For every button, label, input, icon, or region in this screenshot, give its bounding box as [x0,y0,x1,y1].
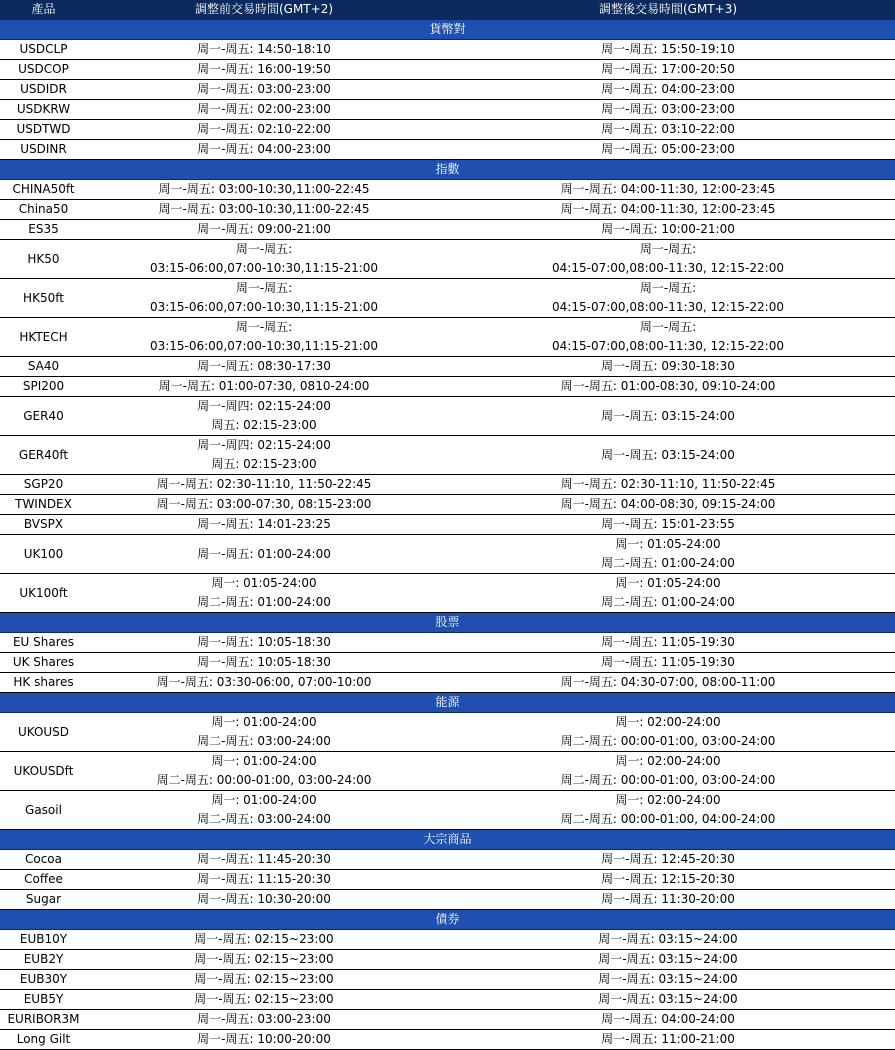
before-hours-line: 周一-周五: 03:00-10:30,11:00-22:45 [158,182,370,196]
before-hours-cell [87,850,441,870]
before-hours-line: 周一-周五: 14:50-18:10 [197,42,331,56]
after-hours-cell [441,850,895,870]
before-hours-line: 周二-周五: 03:00-24:00 [197,812,331,826]
before-hours-line: 周五: 02:15-23:00 [211,457,317,471]
before-hours-line: 周二-周五: 00:00-01:00, 03:00-24:00 [156,773,372,787]
before-hours-cell [87,713,441,752]
table-header-row [0,0,895,20]
after-hours-line: 周一: 02:00-24:00 [615,715,721,729]
product-cell: EU Shares [0,633,87,653]
after-hours-line: 周一-周五: 01:00-08:30, 09:10-24:00 [560,379,776,393]
after-hours-line: 周一-周五: 04:00-11:30, 12:00-23:45 [560,202,776,216]
table-row [0,200,895,220]
after-hours-cell [441,791,895,830]
after-hours-line: 周二-周五: 00:00-01:00, 03:00-24:00 [560,734,776,748]
before-hours-line: 周一-周五: 10:05-18:30 [197,655,331,669]
after-hours-cell [441,752,895,791]
table-row [0,397,895,436]
after-hours-line: 周一-周五: 03:15-24:00 [601,447,735,462]
product-cell: UK100ft [0,574,87,613]
header-before: 調整前交易時間(GMT+2) [87,0,441,20]
table-row [0,357,895,377]
after-hours-line: 周二-周五: 01:00-24:00 [601,556,735,570]
product-cell: TWINDEX [0,495,87,515]
product-cell: Cocoa [0,850,87,870]
table-row [0,930,895,950]
product-cell: UKOUSDft [0,752,87,791]
before-hours-line: 周一-周五: 10:30-20:00 [197,892,331,906]
before-hours-line: 周二-周五: 01:00-24:00 [197,595,331,609]
table-row [0,890,895,910]
before-hours-cell [87,180,441,200]
before-hours-line: 周一: 01:00-24:00 [211,793,317,807]
after-hours-cell [441,279,895,318]
after-hours-cell [441,950,895,970]
before-hours-cell [87,1030,441,1050]
after-hours-cell [441,495,895,515]
product-cell: HK50ft [0,279,87,318]
after-hours-line: 周一-周五: 11:00-21:00 [601,1032,735,1046]
before-hours-line: 周一-周五: 02:15~23:00 [194,972,334,986]
after-hours-cell [441,713,895,752]
after-hours-cell [441,318,895,357]
product-cell: Sugar [0,890,87,910]
after-hours-line: 周一-周五: 03:15-24:00 [601,408,735,423]
before-hours-cell [87,791,441,830]
after-hours-cell [441,200,895,220]
after-hours-cell [441,377,895,397]
product-cell: SPI200 [0,377,87,397]
after-hours-cell [441,535,895,574]
before-hours-cell [87,220,441,240]
after-hours-line: 周一-周五: 10:00-21:00 [601,222,735,236]
table-row [0,180,895,200]
after-hours-line: 周一-周五: 05:00-23:00 [601,142,735,156]
after-hours-cell [441,930,895,950]
before-hours-line: 周一-周五: 01:00-07:30, 0810-24:00 [158,379,370,393]
table-row [0,140,895,160]
product-cell: UK100 [0,535,87,574]
after-hours-cell [441,120,895,140]
product-cell: EUB5Y [0,990,87,1010]
product-cell: USDINR [0,140,87,160]
product-cell: SGP20 [0,475,87,495]
before-hours-line: 周一-周五: 08:30-17:30 [197,359,331,373]
header-after: 調整後交易時間(GMT+3) [441,0,895,20]
table-row [0,713,895,752]
product-cell: EURIBOR3M [0,1010,87,1030]
before-hours-cell [87,436,441,475]
after-hours-line: 周一-周五: 04:30-07:00, 08:00-11:00 [560,675,776,689]
before-hours-line: 周一-周五: 03:00-23:00 [197,82,331,96]
before-hours-line: 周一-周五: 09:00-21:00 [197,222,331,236]
before-hours-line: 周一-周五: 11:45-20:30 [197,852,331,866]
after-hours-line: 周一-周五: 11:05-19:30 [601,655,735,669]
product-cell: SA40 [0,357,87,377]
after-hours-line: 04:15-07:00,08:00-11:30, 12:15-22:00 [552,339,784,353]
after-hours-line: 周二-周五: 00:00-01:00, 03:00-24:00 [560,773,776,787]
before-hours-line: 周一-周五: 03:00-07:30, 08:15-23:00 [156,497,372,511]
product-cell: UK Shares [0,653,87,673]
before-hours-line: 周一-周五: 10:05-18:30 [197,635,331,649]
header-product: 產品 [0,0,87,20]
section-title: 股票 [0,613,895,633]
after-hours-line: 周一-周五: 11:30-20:00 [601,892,735,906]
after-hours-cell [441,673,895,693]
after-hours-cell [441,990,895,1010]
before-hours-cell [87,40,441,60]
after-hours-cell [441,100,895,120]
before-hours-cell [87,1010,441,1030]
before-hours-cell [87,970,441,990]
after-hours-line: 周一-周五: 12:45-20:30 [601,852,735,866]
table-row [0,673,895,693]
before-hours-line: 周二-周五: 03:00-24:00 [197,734,331,748]
section-header-row [0,693,895,713]
before-hours-cell [87,950,441,970]
section-header-row [0,613,895,633]
after-hours-line: 周一-周五: 11:05-19:30 [601,635,735,649]
table-row [0,653,895,673]
table-row [0,279,895,318]
before-hours-cell [87,535,441,574]
after-hours-line: 周一-周五: 09:30-18:30 [601,359,735,373]
section-title: 大宗商品 [0,830,895,850]
before-hours-line: 周一-周五: 16:00-19:50 [197,62,331,76]
before-hours-line: 周一-周五: 04:00-23:00 [197,142,331,156]
product-cell: HK shares [0,673,87,693]
product-cell: Long Gilt [0,1030,87,1050]
after-hours-cell [441,397,895,436]
table-row [0,377,895,397]
before-hours-line: 周一-周五: 03:00-10:30,11:00-22:45 [158,202,370,216]
after-hours-cell [441,436,895,475]
table-row [0,60,895,80]
product-cell: EUB30Y [0,970,87,990]
table-row [0,950,895,970]
table-row [0,1030,895,1050]
before-hours-line: 周一-周五: 02:00-23:00 [197,102,331,116]
before-hours-cell [87,377,441,397]
after-hours-line: 周一-周五: 03:15~24:00 [598,932,738,946]
after-hours-line: 04:15-07:00,08:00-11:30, 12:15-22:00 [552,261,784,275]
section-title: 債券 [0,910,895,930]
after-hours-cell [441,890,895,910]
product-cell: USDTWD [0,120,87,140]
table-row [0,1010,895,1030]
section-title: 貨幣對 [0,20,895,40]
after-hours-cell [441,633,895,653]
section-header-row [0,160,895,180]
after-hours-line: 周一-周五: 04:00-24:00 [601,1012,735,1026]
after-hours-line: 周一-周五: 04:00-11:30, 12:00-23:45 [560,182,776,196]
before-hours-cell [87,357,441,377]
before-hours-line: 周一-周五: 11:15-20:30 [197,872,331,886]
before-hours-cell [87,870,441,890]
before-hours-cell [87,475,441,495]
table-row [0,535,895,574]
after-hours-cell [441,515,895,535]
table-body [0,20,895,1050]
before-hours-cell [87,200,441,220]
table-row [0,850,895,870]
before-hours-line: 周一-周四: 02:15-24:00 [197,399,331,413]
product-cell: UKOUSD [0,713,87,752]
table-row [0,436,895,475]
before-hours-cell [87,120,441,140]
after-hours-cell [441,574,895,613]
product-cell: GER40ft [0,436,87,475]
before-hours-line: 周一-周五: 03:00-23:00 [197,1012,331,1026]
before-hours-line: 周一-周五: 02:30-11:10, 11:50-22:45 [156,477,372,491]
table-row [0,240,895,279]
table-row [0,752,895,791]
after-hours-cell [441,1030,895,1050]
before-hours-line: 周一-周五: [235,281,293,295]
before-hours-line: 周一-周五: 03:30-06:00, 07:00-10:00 [156,675,372,689]
after-hours-cell [441,140,895,160]
after-hours-line: 周一-周五: 02:30-11:10, 11:50-22:45 [560,477,776,491]
section-title: 指數 [0,160,895,180]
product-cell: GER40 [0,397,87,436]
before-hours-cell [87,653,441,673]
after-hours-cell [441,240,895,279]
before-hours-line: 周一-周五: 14:01-23:25 [197,517,331,531]
before-hours-line: 周一-周五: 02:10-22:00 [197,122,331,136]
before-hours-line: 周一: 01:00-24:00 [211,754,317,768]
product-cell: HKTECH [0,318,87,357]
before-hours-cell [87,673,441,693]
after-hours-line: 周一-周五: 12:15-20:30 [601,872,735,886]
after-hours-cell [441,180,895,200]
after-hours-cell [441,475,895,495]
product-cell: Coffee [0,870,87,890]
product-cell: USDKRW [0,100,87,120]
before-hours-cell [87,990,441,1010]
after-hours-line: 周一-周五: [639,320,697,334]
after-hours-line: 周一: 02:00-24:00 [615,754,721,768]
after-hours-line: 周一-周五: 04:00-08:30, 09:15-24:00 [560,497,776,511]
before-hours-cell [87,279,441,318]
after-hours-line: 周一-周五: 03:10-22:00 [601,122,735,136]
before-hours-line: 周一-周四: 02:15-24:00 [197,438,331,452]
after-hours-cell [441,80,895,100]
after-hours-line: 周一: 02:00-24:00 [615,793,721,807]
table-row [0,318,895,357]
before-hours-line: 周一-周五: [235,320,293,334]
before-hours-line: 周一-周五: 10:00-20:00 [197,1032,331,1046]
before-hours-cell [87,890,441,910]
table-row [0,220,895,240]
table-row [0,791,895,830]
before-hours-line: 周一-周五: 02:15~23:00 [194,992,334,1006]
before-hours-line: 周一-周五: 02:15~23:00 [194,952,334,966]
section-header-row [0,910,895,930]
table-row [0,633,895,653]
table-row [0,100,895,120]
before-hours-cell [87,574,441,613]
after-hours-line: 周一-周五: 03:00-23:00 [601,102,735,116]
after-hours-line: 周一: 01:05-24:00 [615,537,721,551]
product-cell: EUB10Y [0,930,87,950]
product-cell: USDCOP [0,60,87,80]
after-hours-line: 周一-周五: 04:00-23:00 [601,82,735,96]
after-hours-cell [441,970,895,990]
table-row [0,80,895,100]
before-hours-cell [87,515,441,535]
after-hours-line: 周一-周五: 03:15~24:00 [598,952,738,966]
after-hours-line: 周一-周五: 03:15~24:00 [598,972,738,986]
product-cell: USDIDR [0,80,87,100]
product-cell: HK50 [0,240,87,279]
section-header-row [0,830,895,850]
product-cell: China50 [0,200,87,220]
before-hours-cell [87,100,441,120]
before-hours-line: 03:15-06:00,07:00-10:30,11:15-21:00 [149,261,379,275]
after-hours-line: 周二-周五: 01:00-24:00 [601,595,735,609]
product-cell: ES35 [0,220,87,240]
before-hours-line: 周一: 01:05-24:00 [211,576,317,590]
before-hours-line: 周一-周五: 01:00-24:00 [197,546,331,561]
after-hours-cell [441,1010,895,1030]
table-row [0,475,895,495]
after-hours-line: 周一-周五: 15:01-23:55 [601,517,735,531]
before-hours-line: 周一-周五: [235,242,293,256]
after-hours-line: 周二-周五: 00:00-01:00, 04:00-24:00 [560,812,776,826]
before-hours-line: 03:15-06:00,07:00-10:30,11:15-21:00 [149,300,379,314]
table-row [0,120,895,140]
before-hours-cell [87,240,441,279]
before-hours-line: 03:15-06:00,07:00-10:30,11:15-21:00 [149,339,379,353]
before-hours-cell [87,60,441,80]
before-hours-cell [87,752,441,791]
after-hours-cell [441,60,895,80]
product-cell: EUB2Y [0,950,87,970]
after-hours-line: 周一-周五: [639,281,697,295]
after-hours-line: 周一-周五: 03:15~24:00 [598,992,738,1006]
after-hours-line: 周一-周五: 15:50-19:10 [601,42,735,56]
section-header-row [0,20,895,40]
table-row [0,870,895,890]
after-hours-cell [441,870,895,890]
after-hours-cell [441,40,895,60]
before-hours-cell [87,930,441,950]
before-hours-cell [87,318,441,357]
before-hours-cell [87,140,441,160]
table-row [0,990,895,1010]
after-hours-line: 周一-周五: 17:00-20:50 [601,62,735,76]
table-row [0,515,895,535]
before-hours-cell [87,80,441,100]
after-hours-cell [441,653,895,673]
product-cell: BVSPX [0,515,87,535]
product-cell: CHINA50ft [0,180,87,200]
after-hours-cell [441,357,895,377]
before-hours-line: 周一: 01:00-24:00 [211,715,317,729]
table-row [0,970,895,990]
before-hours-cell [87,495,441,515]
product-cell: Gasoil [0,791,87,830]
after-hours-line: 周一: 01:05-24:00 [615,576,721,590]
before-hours-cell [87,397,441,436]
section-title: 能源 [0,693,895,713]
before-hours-cell [87,633,441,653]
table-row [0,495,895,515]
table-row [0,574,895,613]
after-hours-line: 04:15-07:00,08:00-11:30, 12:15-22:00 [552,300,784,314]
table-row [0,40,895,60]
product-cell: USDCLP [0,40,87,60]
before-hours-line: 周五: 02:15-23:00 [211,418,317,432]
after-hours-cell [441,220,895,240]
after-hours-line: 周一-周五: [639,242,697,256]
before-hours-line: 周一-周五: 02:15~23:00 [194,932,334,946]
